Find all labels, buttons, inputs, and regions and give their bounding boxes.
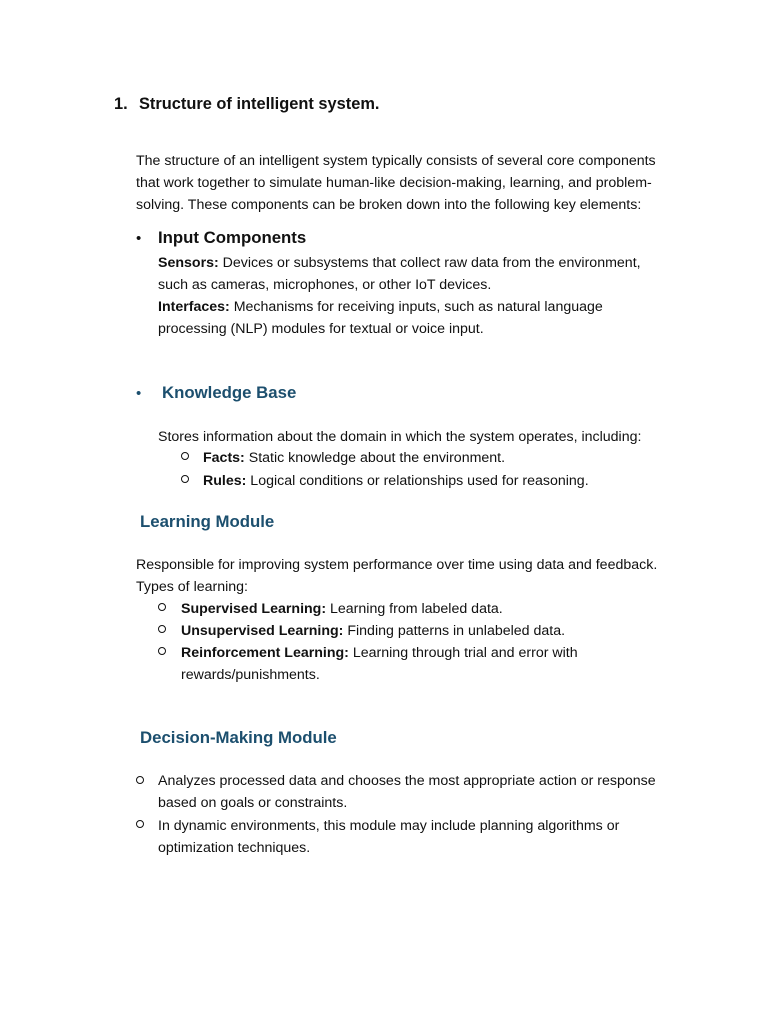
circle-bullet-icon: [158, 603, 166, 611]
bullet-icon: •: [136, 230, 142, 247]
decision-item-1-line-2: based on goals or constraints.: [158, 795, 348, 811]
learning-intro-line-2: Types of learning:: [136, 579, 248, 595]
list-item-rules: [203, 470, 589, 492]
intro-line-3: solving. These components can be broken down into the following key elements:: [136, 197, 642, 213]
interfaces-text: Mechanisms for receiving inputs, such as natural language: [229, 299, 603, 315]
rules-text: Logical conditions or relationships used for reasoning.: [246, 473, 589, 489]
reinforcement-text: Learning through trial and error with: [348, 645, 578, 661]
facts-label: Facts:: [203, 450, 245, 466]
list-item-reinforcement: [181, 642, 578, 664]
circle-bullet-icon: [136, 820, 144, 828]
intro-line-1: The structure of an intelligent system typically consists of several core components: [136, 153, 656, 169]
interfaces-line-2: processing (NLP) modules for textual or voice input.: [158, 321, 484, 337]
reinforcement-label: Reinforcement Learning:: [181, 645, 349, 661]
section-title-knowledge-base: Knowledge Base: [162, 383, 297, 402]
section-title-input-components: Input Components: [158, 228, 307, 247]
decision-item-2-line-1: In dynamic environments, this module may include planning algorithms or: [158, 818, 620, 834]
decision-item-1-line-1: Analyzes processed data and chooses the most appropriate action or response: [158, 773, 656, 789]
sensors-text: Devices or subsystems that collect raw data from the environment,: [218, 255, 641, 271]
sensors-label: Sensors:: [158, 255, 219, 271]
bullet-icon: •: [136, 385, 142, 402]
reinforcement-line-2: rewards/punishments.: [181, 667, 320, 683]
circle-bullet-icon: [181, 452, 189, 460]
facts-text: Static knowledge about the environment.: [244, 450, 506, 466]
list-item-supervised: [181, 598, 503, 620]
interfaces-line-1: [158, 296, 603, 318]
knowledge-base-intro: Stores information about the domain in which the system operates, including:: [158, 429, 642, 445]
interfaces-label: Interfaces:: [158, 299, 230, 315]
sensors-line-2: such as cameras, microphones, or other IoT devices.: [158, 277, 492, 293]
supervised-label: Supervised Learning:: [181, 601, 327, 617]
circle-bullet-icon: [136, 776, 144, 784]
decision-item-2-line-2: optimization techniques.: [158, 840, 311, 856]
unsupervised-text: Finding patterns in unlabeled data.: [343, 623, 566, 639]
list-item-facts: [203, 447, 505, 469]
circle-bullet-icon: [181, 475, 189, 483]
supervised-text: Learning from labeled data.: [326, 601, 503, 617]
section-title-learning-module: Learning Module: [140, 512, 275, 531]
page-title: Structure of intelligent system.: [139, 95, 380, 113]
unsupervised-label: Unsupervised Learning:: [181, 623, 344, 639]
intro-line-2: that work together to simulate human-like decision-making, learning, and problem-: [136, 175, 652, 191]
sensors-line-1: [158, 252, 641, 274]
learning-intro-line-1: Responsible for improving system performance over time using data and feedback.: [136, 557, 658, 573]
heading-number: 1.: [114, 95, 128, 113]
circle-bullet-icon: [158, 647, 166, 655]
list-item-unsupervised: [181, 620, 565, 642]
circle-bullet-icon: [158, 625, 166, 633]
rules-label: Rules:: [203, 473, 247, 489]
section-title-decision-module: Decision-Making Module: [140, 728, 337, 747]
